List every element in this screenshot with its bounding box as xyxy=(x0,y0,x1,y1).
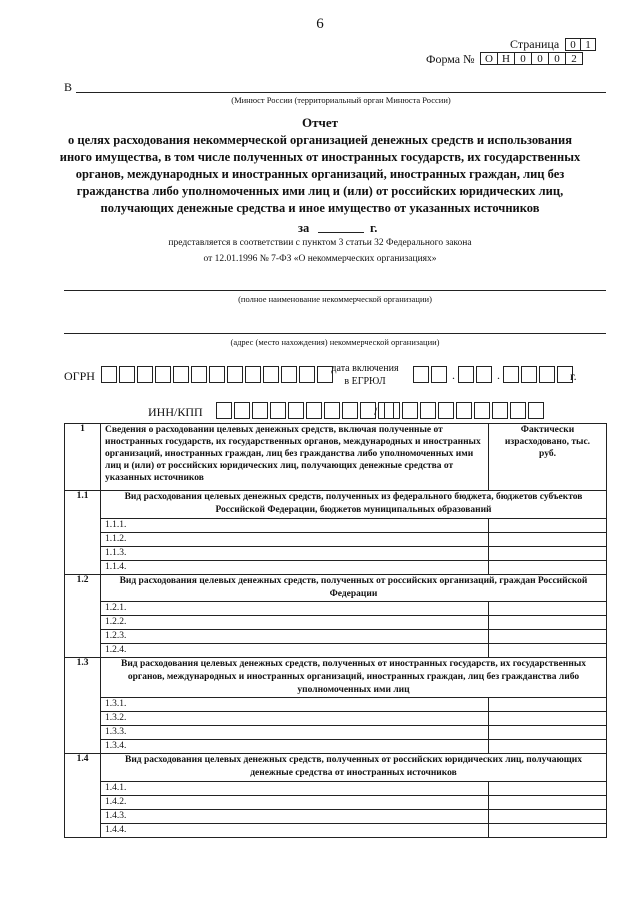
ogrn-digit-box[interactable] xyxy=(173,366,189,383)
amount-cell[interactable] xyxy=(489,547,607,561)
org-address-field[interactable] xyxy=(64,333,606,334)
table-row xyxy=(65,824,607,838)
recipient-prefix: В xyxy=(64,80,73,94)
ogrn-digit-box[interactable] xyxy=(191,366,207,383)
form-cell[interactable]: 0 xyxy=(531,52,549,65)
ogrn-digit-box[interactable] xyxy=(299,366,315,383)
amount-cell[interactable] xyxy=(489,644,607,658)
egrul-date-boxes xyxy=(413,366,575,383)
section-title: Вид расходования целевых денежных средств, полученных от российских организаций, граждан Российской Федерации xyxy=(101,575,607,602)
row-label: 1.1.1. xyxy=(101,519,489,533)
period-prefix: за xyxy=(298,221,310,235)
table-row xyxy=(65,547,607,561)
ogrn-digit-box[interactable] xyxy=(209,366,225,383)
form-cell[interactable]: О xyxy=(480,52,498,65)
inn-kpp-label: ИНН/КПП xyxy=(148,405,203,419)
table-row xyxy=(65,796,607,810)
page-number: 6 xyxy=(316,16,324,32)
amount-cell[interactable] xyxy=(489,726,607,740)
table-row xyxy=(65,726,607,740)
year-suffix: г. xyxy=(570,369,577,383)
section-title: Вид расходования целевых денежных средств, полученных от иностранных государств, их государственных органов, международных и иностранных организаций, иностранных граждан, лиц без гражданства либо уполномоченных ими лиц xyxy=(101,658,607,698)
date-day-box[interactable] xyxy=(431,366,447,383)
title-line: иного имущества, в том числе полученных от иностранных государств, их государственных xyxy=(59,150,581,164)
amount-cell[interactable] xyxy=(489,561,607,575)
inn-kpp-separator: / xyxy=(374,404,378,418)
row-label: 1.1.2. xyxy=(101,533,489,547)
form-cell[interactable]: 0 xyxy=(548,52,566,65)
section-title: Вид расходования целевых денежных средств, полученных от российских юридических лиц, получающих денежные средства от иностранных источников xyxy=(101,754,607,782)
amount-cell[interactable] xyxy=(489,630,607,644)
amount-cell[interactable] xyxy=(489,698,607,712)
ogrn-digit-box[interactable] xyxy=(101,366,117,383)
inn-digit-box[interactable] xyxy=(270,402,286,419)
table-row xyxy=(65,602,607,616)
basis-line-1: представляется в соответствии с пунктом 3 статьи 32 Федерального закона xyxy=(168,238,472,248)
report-title xyxy=(20,132,620,217)
row-label: 1.3.1. xyxy=(101,698,489,712)
title-line: получающих денежные средства и иное имущество от указанных источников xyxy=(100,201,540,215)
ogrn-digit-box[interactable] xyxy=(227,366,243,383)
section-number: 1.3 xyxy=(65,658,101,754)
amount-cell[interactable] xyxy=(489,782,607,796)
section-row xyxy=(65,491,607,519)
date-month-box[interactable] xyxy=(458,366,474,383)
kpp-digit-box[interactable] xyxy=(420,402,436,419)
table-row xyxy=(65,533,607,547)
amount-cell[interactable] xyxy=(489,796,607,810)
header-number: 1 xyxy=(65,424,101,491)
title-line: о целях расходования некоммерческой организацией денежных средств и использования xyxy=(68,133,572,147)
title-line: органов, международных и иностранных организаций, иностранных граждан, лиц без xyxy=(75,167,565,181)
kpp-digit-box[interactable] xyxy=(510,402,526,419)
form-code-cells xyxy=(480,52,583,65)
amount-cell[interactable] xyxy=(489,810,607,824)
title-line: гражданства либо уполномоченных ими лиц и (или) от российских юридических лиц, xyxy=(76,184,564,198)
section-row xyxy=(65,754,607,782)
inn-digit-box[interactable] xyxy=(252,402,268,419)
table-row xyxy=(65,616,607,630)
kpp-digit-box[interactable] xyxy=(492,402,508,419)
amount-cell[interactable] xyxy=(489,712,607,726)
form-cell[interactable]: 0 xyxy=(514,52,532,65)
section-row xyxy=(65,658,607,698)
section-number: 1.4 xyxy=(65,754,101,838)
expenditure-table xyxy=(64,423,607,838)
egrul-date-label-line: в ЕГРЮЛ xyxy=(344,376,386,387)
ogrn-digit-box[interactable] xyxy=(281,366,297,383)
ogrn-label: ОГРН xyxy=(64,369,95,383)
ogrn-digit-box[interactable] xyxy=(245,366,261,383)
org-address-caption: (адрес (место нахождения) некоммерческой организации) xyxy=(230,337,440,347)
row-label: 1.1.4. xyxy=(101,561,489,575)
date-year-box[interactable] xyxy=(503,366,519,383)
section-number: 1.2 xyxy=(65,575,101,658)
table-row xyxy=(65,698,607,712)
ogrn-digit-box[interactable] xyxy=(119,366,135,383)
amount-cell[interactable] xyxy=(489,602,607,616)
row-label: 1.1.3. xyxy=(101,547,489,561)
amount-cell[interactable] xyxy=(489,533,607,547)
ogrn-digit-box[interactable] xyxy=(137,366,153,383)
header-description: Сведения о расходовании целевых денежных средств, включая полученные от иностранных государств, их государственных органов, международных и иностранных организаций, иностранных граждан, лиц без гражданства либо уполномоченных ими лиц и (или) от российских юридических лиц, получающих денежные средства от указанных источников xyxy=(101,424,489,491)
amount-cell[interactable] xyxy=(489,519,607,533)
egrul-date-label xyxy=(322,362,408,388)
kpp-digit-box[interactable] xyxy=(384,402,400,419)
section-number: 1.1 xyxy=(65,491,101,575)
date-separator: . xyxy=(452,368,455,382)
inn-digit-box[interactable] xyxy=(288,402,304,419)
row-label: 1.3.2. xyxy=(101,712,489,726)
page-code-cells xyxy=(565,38,596,51)
kpp-digit-box[interactable] xyxy=(528,402,544,419)
ogrn-boxes xyxy=(101,366,335,383)
table-row xyxy=(65,712,607,726)
table-row xyxy=(65,782,607,796)
kpp-boxes xyxy=(384,402,546,419)
inn-digit-box[interactable] xyxy=(342,402,358,419)
table-header-row xyxy=(65,424,607,491)
ogrn-digit-box[interactable] xyxy=(263,366,279,383)
row-label: 1.2.4. xyxy=(101,644,489,658)
row-label: 1.4.1. xyxy=(101,782,489,796)
kpp-digit-box[interactable] xyxy=(474,402,490,419)
date-separator: . xyxy=(497,368,500,382)
table-row xyxy=(65,561,607,575)
report-heading: Отчет xyxy=(302,115,338,130)
inn-digit-box[interactable] xyxy=(234,402,250,419)
date-month-box[interactable] xyxy=(476,366,492,383)
date-day-box[interactable] xyxy=(413,366,429,383)
table-row xyxy=(65,740,607,754)
page-cell[interactable]: 1 xyxy=(580,38,596,51)
inn-digit-box[interactable] xyxy=(306,402,322,419)
org-name-caption: (полное наименование некоммерческой организации) xyxy=(238,294,432,304)
recipient-field[interactable] xyxy=(76,92,606,93)
row-label: 1.3.3. xyxy=(101,726,489,740)
period-suffix: г. xyxy=(370,221,378,235)
inn-boxes xyxy=(216,402,396,419)
row-label: 1.2.3. xyxy=(101,630,489,644)
header-amount: Фактически израсходовано, тыс. руб. xyxy=(489,424,607,491)
table-row xyxy=(65,519,607,533)
row-label: 1.4.4. xyxy=(101,824,489,838)
basis-line-2: от 12.01.1996 № 7-ФЗ «О некоммерческих организациях» xyxy=(203,254,437,264)
section-row xyxy=(65,575,607,602)
recipient-caption: (Минюст России (территориальный орган Минюста России) xyxy=(231,95,451,105)
amount-cell[interactable] xyxy=(489,824,607,838)
ogrn-digit-box[interactable] xyxy=(155,366,171,383)
date-year-box[interactable] xyxy=(521,366,537,383)
period-year-field[interactable] xyxy=(318,232,364,233)
form-cell[interactable]: Н xyxy=(497,52,515,65)
row-label: 1.3.4. xyxy=(101,740,489,754)
form-cell[interactable]: 2 xyxy=(565,52,583,65)
date-year-box[interactable] xyxy=(539,366,555,383)
row-label: 1.2.2. xyxy=(101,616,489,630)
table-row xyxy=(65,644,607,658)
kpp-digit-box[interactable] xyxy=(438,402,454,419)
org-name-field[interactable] xyxy=(64,290,606,291)
section-title: Вид расходования целевых денежных средств, полученных из федерального бюджета, бюджетов субъектов Российской Федерации, бюджетов муниципальных образований xyxy=(101,491,607,519)
row-label: 1.4.2. xyxy=(101,796,489,810)
inn-digit-box[interactable] xyxy=(216,402,232,419)
page-label: Страница xyxy=(510,37,560,51)
kpp-digit-box[interactable] xyxy=(402,402,418,419)
inn-digit-box[interactable] xyxy=(324,402,340,419)
row-label: 1.2.1. xyxy=(101,602,489,616)
row-label: 1.4.3. xyxy=(101,810,489,824)
egrul-date-label-line: дата включения xyxy=(331,363,399,374)
kpp-digit-box[interactable] xyxy=(456,402,472,419)
amount-cell[interactable] xyxy=(489,616,607,630)
table-row xyxy=(65,630,607,644)
amount-cell[interactable] xyxy=(489,740,607,754)
form-label: Форма № xyxy=(426,52,475,66)
page-cell[interactable]: 0 xyxy=(565,38,581,51)
table-row xyxy=(65,810,607,824)
